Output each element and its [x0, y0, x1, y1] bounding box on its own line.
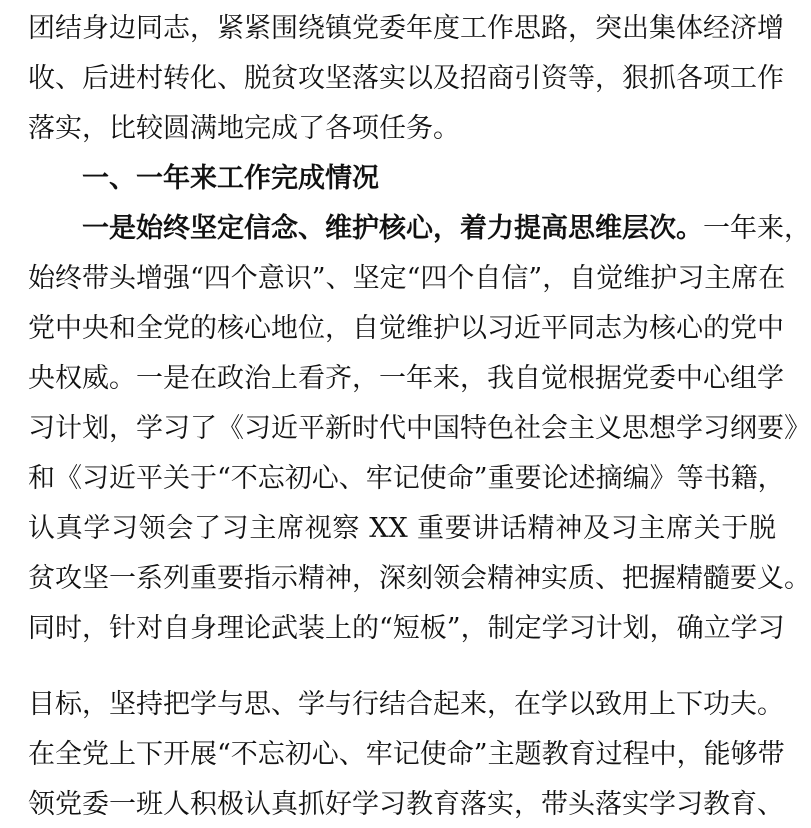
paragraph-line: 习计划，学习了《习近平新时代中国特色社会主义思想学习纲要》	[28, 413, 811, 444]
paragraph-lead-line	[82, 206, 811, 252]
paragraph-line: 党中央和全党的核心地位，自觉维护以习近平同志为核心的党中	[28, 313, 784, 344]
paragraph-lead-bold: 一是始终坚定信念、维护核心，着力提高思维层次。	[82, 213, 703, 244]
paragraph-line: 认真学习领会了习主席视察 XX 重要讲话精神及习主席关于脱	[28, 513, 776, 544]
paragraph-line: 央权威。一是在政治上看齐，一年来，我自觉根据党委中心组学	[28, 363, 784, 394]
paragraph-line: 在全党上下开展“不忘初心、牢记使命”主题教育过程中，能够带	[28, 739, 785, 770]
paragraph-line: 和《习近平关于“不忘初心、牢记使命”重要论述摘编》等书籍，	[28, 463, 785, 494]
section-heading: 一、一年来工作完成情况	[82, 163, 379, 194]
paragraph-line: 目标，坚持把学与思、学与行结合起来，在学以致用上下功夫。	[28, 689, 784, 720]
paragraph-lead-rest: 一年来，	[703, 213, 811, 244]
paragraph-line: 贫攻坚一系列重要指示精神，深刻领会精神实质、把握精髓要义。	[28, 563, 811, 594]
paragraph-line: 落实，比较圆满地完成了各项任务。	[28, 113, 460, 144]
paragraph-line: 领党委一班人积极认真抓好学习教育落实，带头落实学习教育、	[28, 789, 784, 820]
paragraph-line: 同时，针对自身理论武装上的“短板”，制定学习计划，确立学习	[28, 613, 785, 644]
paragraph-line: 收、后进村转化、脱贫攻坚落实以及招商引资等，狠抓各项工作	[28, 63, 784, 94]
paragraph-line: 始终带头增强“四个意识”、坚定“四个自信”，自觉维护习主席在	[28, 263, 786, 294]
paragraph-line: 团结身边同志，紧紧围绕镇党委年度工作思路，突出集体经济增	[28, 13, 784, 44]
